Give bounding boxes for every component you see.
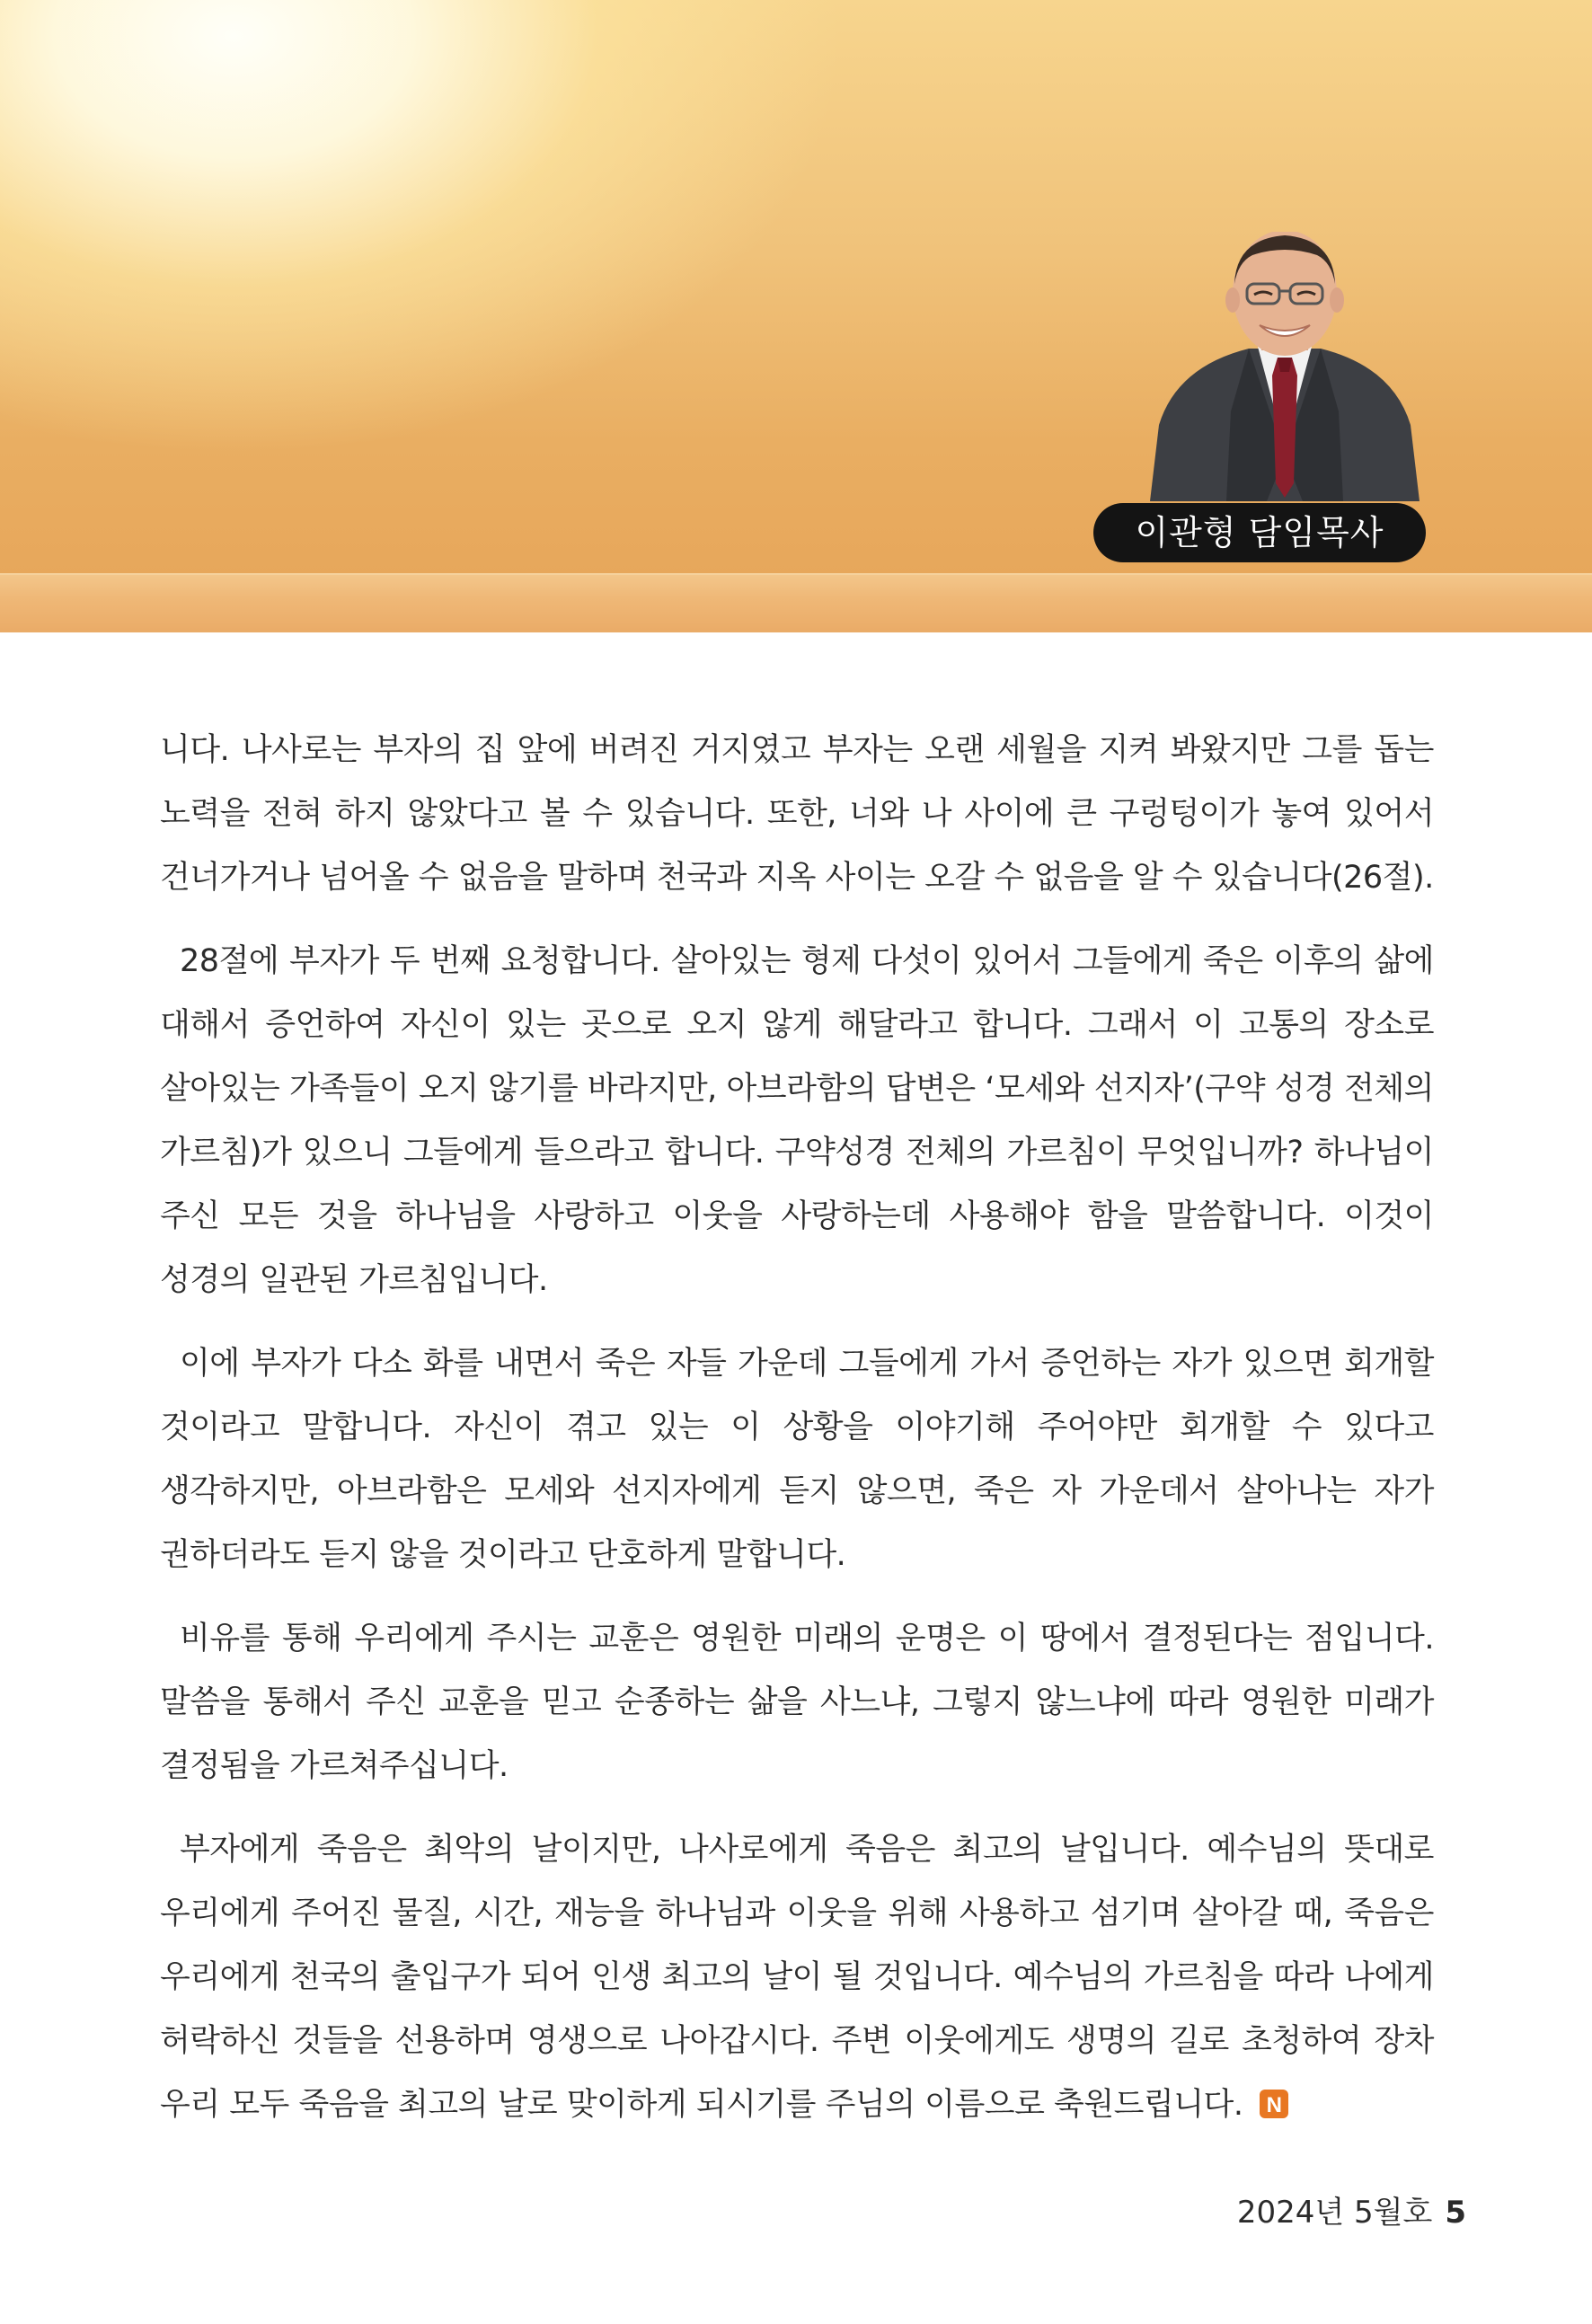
hero-sunrise-banner (0, 0, 1592, 632)
end-mark-letter: N (1266, 2093, 1281, 2117)
page-number: 5 (1445, 2195, 1466, 2231)
paragraph-3: 이에 부자가 다소 화를 내면서 죽은 자들 가운데 그들에게 가서 증언하는 자가 있으면 회개할 것이라고 말합니다. 자신이 겪고 있는 이 상황을 이야기해 주어야만 회개할 수 있다고 생각하지만, 아브라함은 모세와 선지자에게 듣지 않으면, 죽은 자 가운데서 살아나는 자가 권하더라도 듣지 않을 것이라고 단호하게 말합니다. (160, 1346, 1434, 1573)
article-body (160, 719, 1434, 2157)
paragraph-1: 니다. 나사로는 부자의 집 앞에 버려진 거지였고 부자는 오랜 세월을 지켜 봐왔지만 그를 돕는 노력을 전혀 하지 않았다고 볼 수 있습니다. 또한, 너와 나 사이에 큰 구렁텅이가 놓여 있어서 건너가거나 넘어올 수 없음을 말하며 천국과 지옥 사이는 오갈 수 없음을 알 수 있습니다(26절). (160, 732, 1434, 896)
paragraph-4: 비유를 통해 우리에게 주시는 교훈은 영원한 미래의 운명은 이 땅에서 결정된다는 점입니다. 말씀을 통해서 주신 교훈을 믿고 순종하는 삶을 사느냐, 그렇지 않느냐에 따라 영원한 미래가 결정됨을 가르쳐주십니다. (160, 1621, 1434, 1784)
paragraph-5-container (160, 1818, 1434, 2137)
page-footer (1237, 2195, 1466, 2231)
end-mark-icon (1260, 2090, 1288, 2118)
paragraph-5: 부자에게 죽음은 최악의 날이지만, 나사로에게 죽음은 최고의 날입니다. 예수님의 뜻대로 우리에게 주어진 물질, 시간, 재능을 하나님과 이웃을 위해 사용하고 섬기며 살아갈 때, 죽음은 우리에게 천국의 출입구가 되어 인생 최고의 날이 될 것입니다. 예수님의 가르침을 따라 나에게 허락하신 것들을 선용하며 영생으로 나아갑시다. 주변 이웃에게도 생명의 길로 초청하여 장차 우리 모두 죽음을 최고의 날로 맞이하게 되시기를 주님의 이름으로 축원드립니다. (160, 1832, 1434, 2123)
author-name-badge: 이관형 담임목사 (1093, 503, 1426, 562)
issue-label: 2024년 5월호 (1236, 2195, 1433, 2231)
sea-band (0, 575, 1592, 632)
paragraph-2: 28절에 부자가 두 번째 요청합니다. 살아있는 형제 다섯이 있어서 그들에게 죽은 이후의 삶에 대해서 증언하여 자신이 있는 곳으로 오지 않게 해달라고 합니다. 그래서 이 고통의 장소로 살아있는 가족들이 오지 않기를 바라지만, 아브라함의 답변은 ‘모세와 선지자’(구약 성경 전체의 가르침)가 있으니 그들에게 들으라고 합니다. 구약성경 전체의 가르침이 무엇입니까? 하나님이 주신 모든 것을 하나님을 사랑하고 이웃을 사랑하는데 사용해야 함을 말씀합니다. 이것이 성경의 일관된 가르침입니다. (160, 943, 1434, 1298)
pastor-portrait (1141, 232, 1428, 501)
